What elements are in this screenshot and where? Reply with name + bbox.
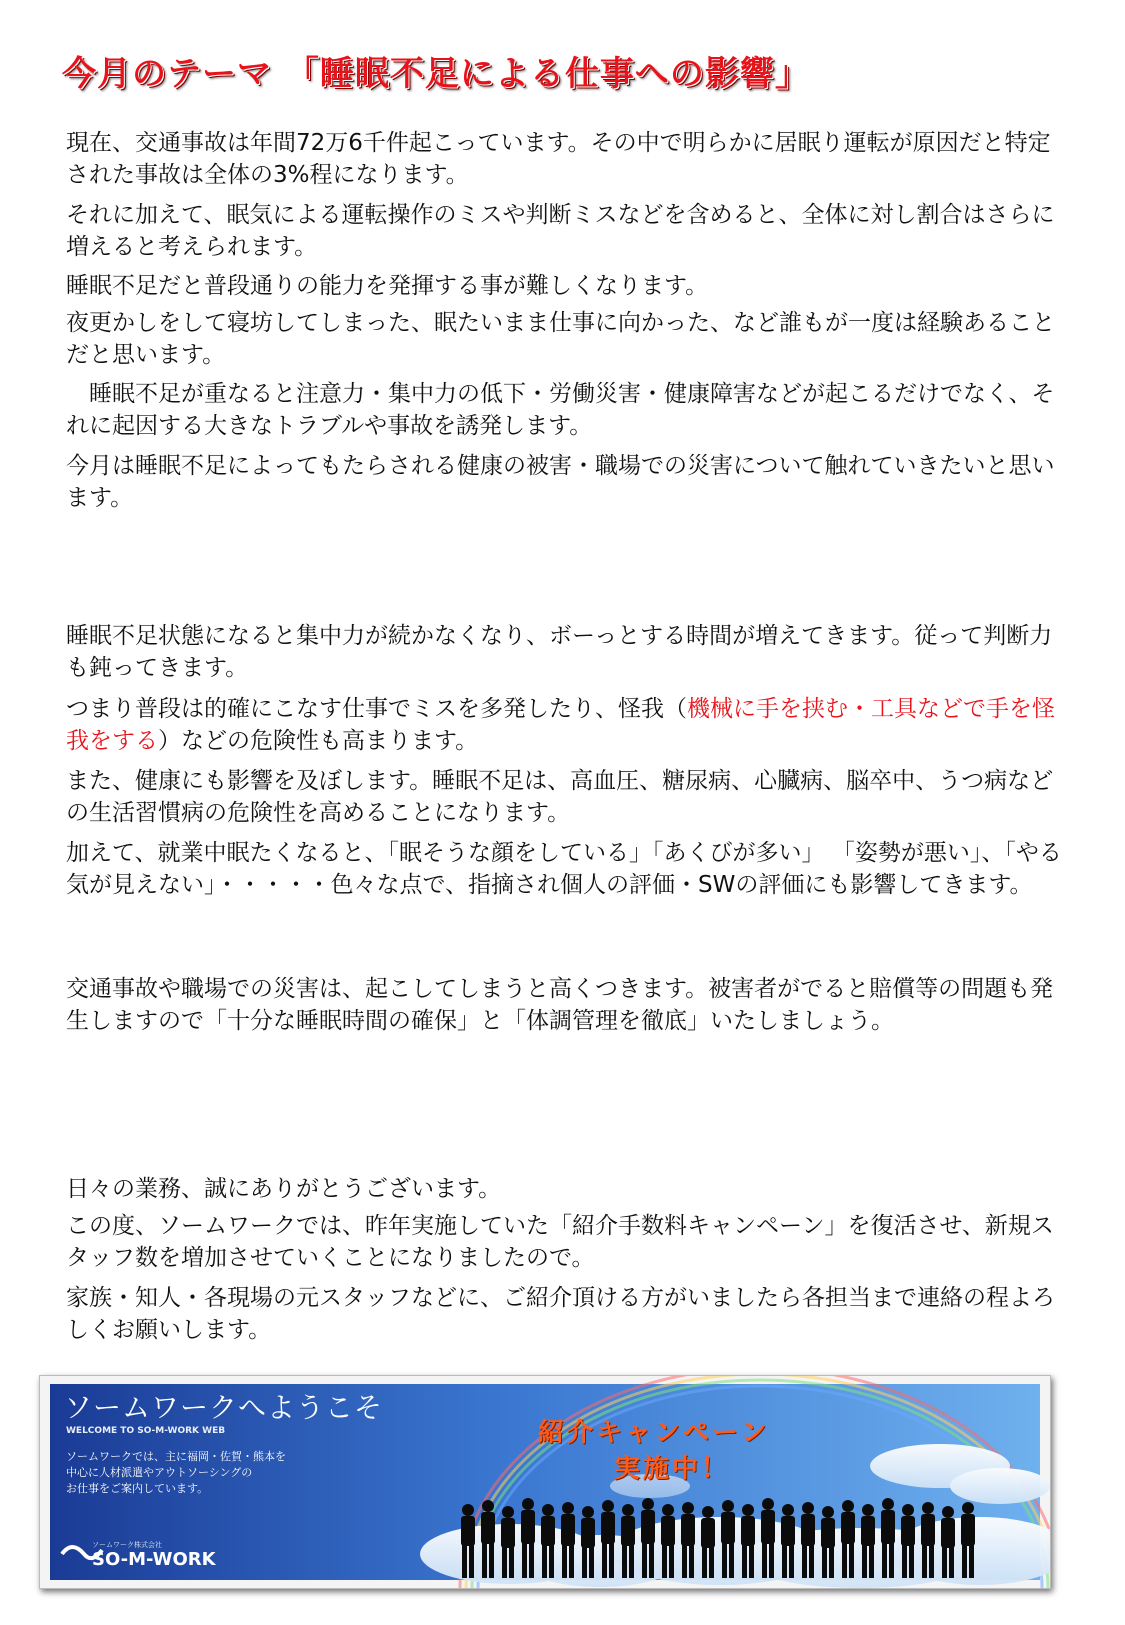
paragraph-with-highlight bbox=[66, 693, 1066, 757]
banner-welcome-en: WELCOME TO SO-M-WORK WEB bbox=[66, 1426, 226, 1436]
campaign-banner[interactable] bbox=[39, 1375, 1051, 1589]
campaign-heading: 紹介キャンペーン bbox=[538, 1418, 770, 1448]
campaign-subheading: 実施中！ bbox=[614, 1454, 731, 1484]
banner-desc-line: お仕事をご案内しています。 bbox=[66, 1482, 209, 1495]
paragraph: 夜更かしをして寝坊してしまった、眠たいまま仕事に向かった、など誰もが一度は経験あることだと思います。 bbox=[66, 310, 1055, 368]
banner-desc-line: 中心に人材派遣やアウトソーシングの bbox=[66, 1466, 253, 1479]
banner-desc-line: ソームワークでは、主に福岡・佐賀・熊本を bbox=[66, 1450, 286, 1463]
paragraph: 睡眠不足だと普段通りの能力を発揮する事が難しくなります。 bbox=[66, 273, 709, 299]
text: ）などの危険性も高まります。 bbox=[158, 728, 479, 754]
paragraph: 家族・知人・各現場の元スタッフなどに、ご紹介頂ける方がいましたら各担当まで連絡の程よろしくお願いします。 bbox=[66, 1285, 1055, 1343]
page-title: 今月のテーマ 「睡眠不足による仕事への影響」 bbox=[62, 54, 810, 94]
paragraph: 今月は睡眠不足によってもたらされる健康の被害・職場での災害について触れていきたいと思います。 bbox=[66, 453, 1055, 511]
company-name-small: ソームワーク株式会社 bbox=[92, 1541, 162, 1549]
paragraph: 交通事故や職場での災害は、起こしてしまうと高くつきます。被害者がでると賠償等の問題も発生しますので「十分な睡眠時間の確保」と「体調管理を徹底」いたしましょう。 bbox=[66, 976, 1054, 1034]
paragraph: この度、ソームワークでは、昨年実施していた「紹介手数料キャンペーン」を復活させ、新規スタッフ数を増加させていくことになりましたので。 bbox=[66, 1213, 1054, 1271]
highlight-text: 機械に手を挟む・工具などで手を怪我をする bbox=[66, 696, 1055, 754]
paragraph: それに加えて、眠気による運転操作のミスや判断ミスなどを含めると、全体に対し割合はさらに増えると考えられます。 bbox=[66, 202, 1055, 260]
paragraph: 日々の業務、誠にありがとうございます。 bbox=[66, 1176, 502, 1202]
company-logo: SO-M-WORK bbox=[92, 1549, 216, 1570]
paragraph: 睡眠不足状態になると集中力が続かなくなり、ボーっとする時間が増えてきます。従って判断力も鈍ってきます。 bbox=[66, 623, 1053, 681]
paragraph: 現在、交通事故は年間72万6千件起こっています。その中で明らかに居眠り運転が原因だと特定された事故は全体の3%程になります。 bbox=[66, 130, 1051, 188]
paragraph: また、健康にも影響を及ぼします。睡眠不足は、高血圧、糖尿病、心臓病、脳卒中、うつ病などの生活習慣病の危険性を高めることになります。 bbox=[66, 768, 1054, 826]
paragraph: 加えて、就業中眠たくなると、「眠そうな顔をしている」「あくびが多い」 「姿勢が悪い」、「やる気が見えない」・・・・・色々な点で、指摘され個人の評価・SWの評価にも影響してきます。 bbox=[66, 840, 1062, 898]
text: つまり普段は的確にこなす仕事でミスを多発したり、怪我（ bbox=[66, 696, 687, 722]
banner-welcome: ソームワークへようこそ bbox=[64, 1391, 384, 1424]
paragraph: 睡眠不足が重なると注意力・集中力の低下・労働災害・健康障害などが起こるだけでなく、それに起因する大きなトラブルや事故を誘発します。 bbox=[66, 381, 1055, 439]
